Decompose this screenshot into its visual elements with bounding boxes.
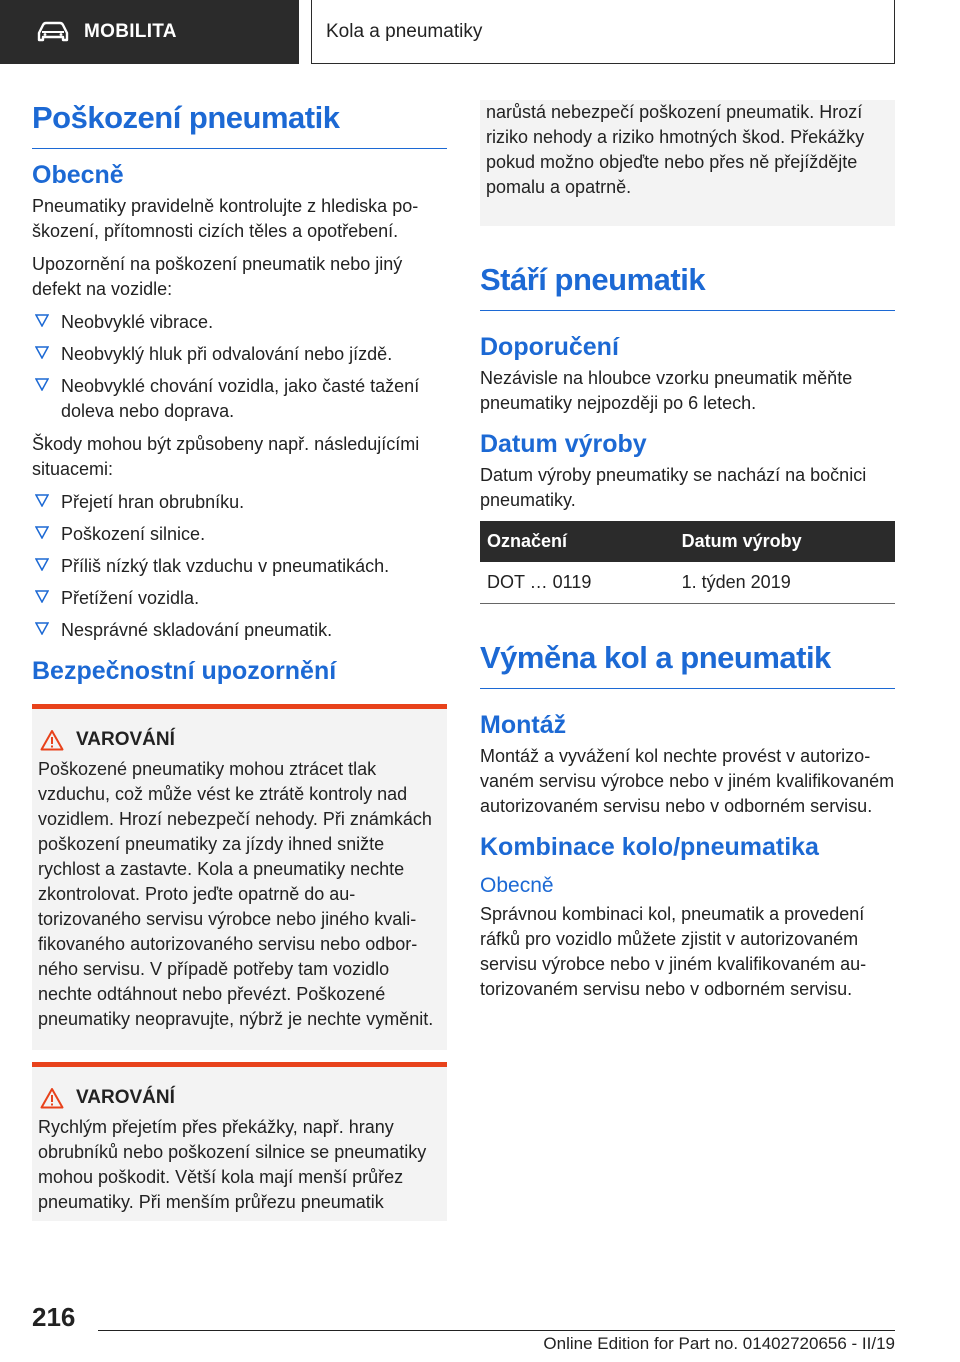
triangle-bullet-icon [35,589,49,603]
column-header: Datum výroby [675,521,895,562]
paragraph: Nezávisle na hloubce vzorku pneumatik měňte pneumatiky nejpozději po 6 letech. [480,368,853,413]
triangle-bullet-icon [35,493,49,507]
production-date-table [480,521,895,604]
column-header: Označení [480,521,675,562]
page-number: 216 [32,1302,76,1332]
list-item: Neobvyklý hluk při odvalování nebo jízdě. [32,342,447,367]
table-header-row [480,521,895,562]
list-item: Nesprávné skladování pneumatik. [32,618,447,643]
triangle-bullet-icon [35,377,49,391]
triangle-bullet-icon [35,621,49,635]
section-tab [0,0,299,64]
list-item: Přejetí hran obrubníku. [32,490,447,515]
combination-heading: Kombinace kolo/pneumatika [480,833,819,861]
page-title: Poškození pneumatik [32,100,447,149]
symptom-list [32,310,447,424]
footer-divider [98,1330,895,1331]
table-row [480,562,895,604]
recommendation-heading: Doporučení [480,333,619,361]
warning-triangle-icon [40,729,64,751]
warning-text: Poškozené pneumatiky mohou ztrácet tlak vzduchu, což může vést ke ztrátě kontroly nad vozidlem. Hrozí nebezpečí nehody. Při známkách poškození pneumatiky za jízdy ihned snižte rychlost a zastavte. Kola a pneumatiky nechte zkontrolovat. Proto jeďte opatrně do autorizovaného servisu výrobce nebo jiného kvalifikovaného autorizovaného servisu nebo odborného servisu. V případě potřeby tam vozidlo nechte odtáhnout nebo převézt. Poškozené pneumatiky neopravujte, nýbrž je nechte vyměnit. [38,759,434,1029]
table-cell: 1. týden 2019 [675,562,895,604]
paragraph: Škody mohou být způsobeny např. následujícími situacemi: [32,434,420,479]
paragraph: Upozornění na poškození pneumatik nebo jiný defekt na vozidle: [32,254,403,299]
safety-heading: Bezpečnostní upozornění [32,657,337,685]
triangle-bullet-icon [35,557,49,571]
right-column [480,100,895,1010]
list-item: Příliš nízký tlak vzduchu v pneumatikách. [32,554,447,579]
mounting-heading: Montáž [480,711,567,739]
warning-continuation [480,100,895,226]
warning-text: narůstá nebezpečí poškození pneumatik. Hrozí riziko nehody a riziko hmotných škod. Překážky pokud možno objeďte nebo přes ně přejíždějte pomalu a opatrně. [486,102,865,197]
general-heading: Obecně [32,161,124,189]
warning-text: Rychlým přejetím přes překážky, např. hrany obrubníků nebo poškození silnice se pneumatiky mohou poškodit. Větší kola mají menší průřez pneumatiky. Při menším průřezu pneumatik [38,1117,427,1212]
list-item: Neobvyklé chování vozidla, jako časté tažení doleva nebo doprava. [32,374,447,424]
paragraph: Pneumatiky pravidelně kontrolujte z hlediska poškození, přítomnosti cizích těles a opotřebení. [32,196,419,241]
list-item: Poškození silnice. [32,522,447,547]
paragraph: Montáž a vyvážení kol nechte provést v autorizovaném servisu výrobce nebo v jiném kvalifikovaném autorizovaném servisu nebo v odborném servisu. [480,746,895,816]
edition-text: Online Edition for Part no. 01402720656 - II/19 [543,1334,895,1353]
triangle-bullet-icon [35,525,49,539]
warning-header: VAROVÁNÍ [38,1087,441,1109]
chapter-header [311,0,895,64]
production-date-heading: Datum výroby [480,430,647,458]
triangle-bullet-icon [35,313,49,327]
paragraph: Datum výroby pneumatiky se nachází na bočnici pneumatiky. [480,465,867,510]
warning-box [32,1062,447,1221]
section-label: MOBILITA [84,21,177,42]
cause-list [32,490,447,643]
triangle-bullet-icon [35,345,49,359]
combination-subheading: Obecně [480,874,554,897]
section-title: Výměna kol a pneumatik [480,640,895,689]
section-title: Stáří pneumatik [480,262,895,311]
warning-header: VAROVÁNÍ [38,729,441,751]
table-cell: DOT … 0119 [480,562,675,604]
car-icon [36,21,70,43]
warning-box [32,704,447,1050]
page-footer [0,1298,960,1362]
warning-triangle-icon [40,1087,64,1109]
list-item: Přetížení vozidla. [32,586,447,611]
left-column [32,100,447,1233]
chapter-label: Kola a pneumatiky [326,20,483,42]
list-item: Neobvyklé vibrace. [32,310,447,335]
paragraph: Správnou kombinaci kol, pneumatik a provedení ráfků pro vozidlo můžete zjistit v autorizovaném servisu výrobce nebo v jiném kvalifikovaném autorizovaném servisu nebo v odborném servisu. [480,904,867,999]
